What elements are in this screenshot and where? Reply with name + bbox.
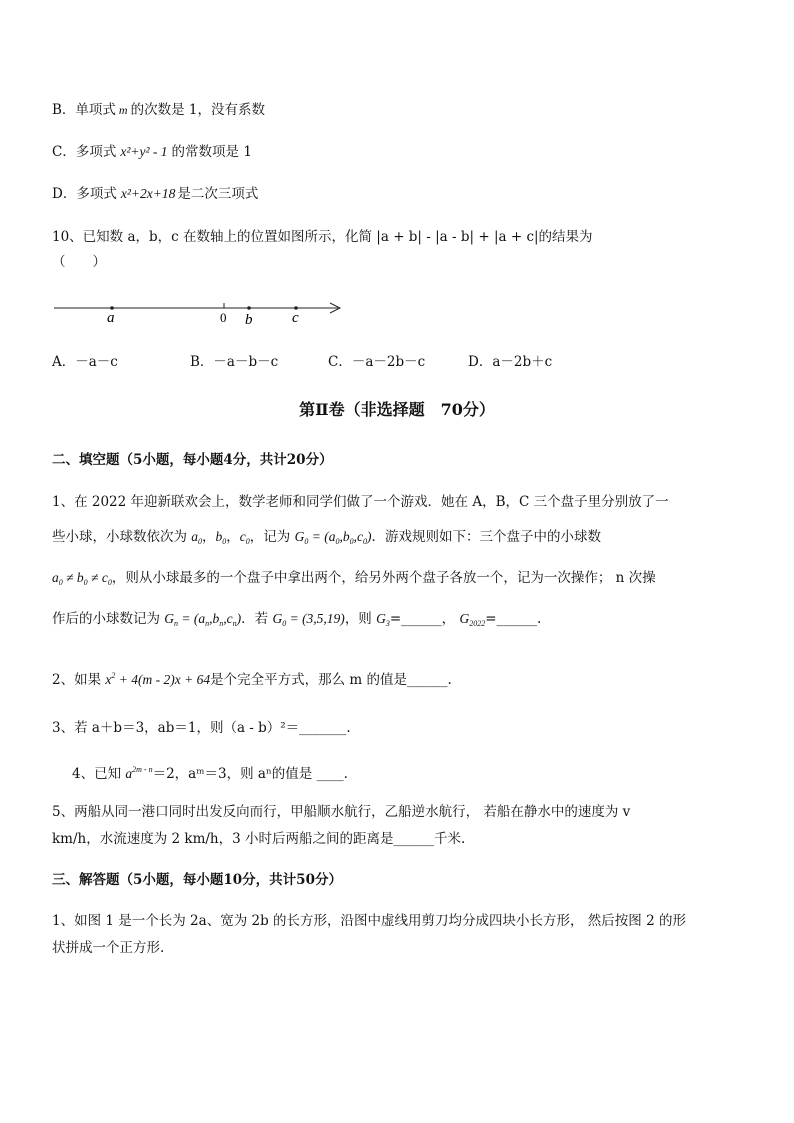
formula-inequality: $a_0 \ne b_0 \ne c_0$ — [52, 570, 112, 587]
formula-power: $a^{2m - n}$ — [125, 765, 153, 781]
label-zero: 0 — [220, 310, 227, 325]
number-line-figure — [50, 296, 350, 332]
part2-title: 第Ⅱ卷（非选择题 70分） — [299, 400, 495, 419]
fill-q1-text-b: ，记为 — [249, 529, 291, 545]
fill-q4-text-a: 4、已知 — [72, 766, 122, 782]
solve-q1-line2: 状拼成一个正方形. — [52, 940, 165, 956]
q9-option-d-expr: x²+2x+18 — [120, 186, 176, 201]
label-c: c — [292, 310, 299, 326]
q9-option-b-text: 的次数是 1，没有系数 — [130, 102, 265, 118]
formula-b0: $b_0$ — [215, 529, 227, 546]
fill-q1-text-a: 些小球，小球数依次为 — [52, 529, 187, 545]
q10-option-d: D．a－2b＋c — [468, 354, 553, 370]
fill-q1-text-e: n 次操 — [615, 570, 656, 586]
q9-option-b-label: B．单项式 — [52, 102, 116, 118]
fill-q1-line1: 1、在 2022 年迎新联欢会上，数学老师和同学们做了一个游戏．她在 A，B，C 三个盘子里分别放了一 — [52, 494, 669, 510]
fill-q2-text-c: m 的值是______. — [349, 672, 452, 688]
section3-title: 三、解答题（5小题，每小题10分，共计50分） — [52, 872, 342, 888]
solve-q1-line1: 1、如图 1 是一个长为 2a、宽为 2b 的长方形，沿图中虚线用剪刀均分成四块小长方形， 然后按图 2 的形 — [52, 913, 686, 929]
fill-q5-line2: km/h，水流速度为 2 km/h，3 小时后两船之间的距离是______千米. — [52, 831, 466, 847]
q10-option-b: B．－a－b－c — [190, 354, 279, 370]
fill-q5-line1: 5、两船从同一港口同时出发反向而行，甲船顺水航行，乙船逆水航行， 若船在静水中的速度为 v — [52, 804, 631, 820]
fill-q4 — [72, 760, 348, 784]
point-b — [247, 306, 251, 310]
q9-option-d-label: D．多项式 — [52, 186, 117, 202]
q9-option-b-var: m — [118, 103, 128, 117]
fill-q1-line2: 些小球，小球数依次为 $a_0$，$b_0$，$c_0$，记为 $G_0 = (a_0,b_0,c_0)$．游戏规则如下：三个盘子中的小球数 — [52, 529, 601, 546]
fill-q1-text-d: ，则从小球最多的一个盘子中拿出两个，给另外两个盘子各放一个，记为一次操作； — [111, 570, 612, 586]
label-b: b — [245, 312, 253, 328]
formula-g2022: $G_{2022}$ — [459, 611, 486, 628]
section2-title: 二、填空题（5小题，每小题4分，共计20分） — [52, 452, 333, 468]
q9-option-c — [52, 142, 252, 162]
q10-option-a: A．－a－c — [52, 354, 118, 370]
formula-g0-def: $G_0 = (a_0,b_0,c_0)$ — [294, 529, 372, 546]
fill-q1-line3 — [52, 568, 656, 593]
fill-q1-line4 — [52, 609, 541, 634]
q9-option-b — [52, 100, 265, 120]
q10-paren: （ ） — [52, 254, 106, 270]
q10-stem: 10、已知数 a，b，c 在数轴上的位置如图所示，化简 |a + b| - |a - b| + |a + c|的结果为 — [52, 229, 593, 245]
formula-a0: $a_0$ — [191, 529, 203, 546]
fill-q1-blank-2: =______. — [485, 611, 542, 627]
formula-g3: $G_3$ — [376, 611, 390, 628]
q10-option-c: C．－a－2b－c — [328, 354, 426, 370]
fill-q2-text-a: 2、如果 — [52, 672, 102, 688]
formula-c0: $c_0$ — [239, 529, 250, 546]
q9-option-d — [52, 184, 258, 204]
fill-q2 — [52, 666, 452, 690]
formula-square: $x^2 + 4(m - 2)x + 64$ — [105, 671, 211, 687]
fill-q1-text-c: ．游戏规则如下：三个盘子中的小球数 — [371, 529, 601, 545]
q9-option-c-text: 的常数项是 1 — [171, 144, 252, 160]
fill-q1-text-f: 作后的小球数记为 — [52, 611, 160, 627]
fill-q1-text-g: ．若 — [241, 611, 269, 627]
q9-option-c-label: C．多项式 — [52, 144, 117, 160]
fill-q2-text-b: 是个完全平方式，那么 — [210, 672, 346, 688]
fill-q3: 3、若 a＋b＝3，ab＝1，则（a - b）²＝_______. — [52, 720, 351, 736]
q9-option-c-expr: x²+y² - 1 — [120, 144, 168, 159]
fill-q4-text-b: ＝2，aᵐ＝3，则 aⁿ的值是 ____. — [152, 766, 348, 782]
label-a: a — [107, 310, 115, 326]
formula-g0-value: $G_0 = (3,5,19)$ — [272, 611, 345, 628]
q9-option-d-text: 是二次三项式 — [177, 186, 259, 202]
fill-q1-blank-1: =______， — [389, 611, 456, 627]
fill-q1-text-h: ，则 — [344, 611, 372, 627]
formula-gn: $G_n = (a_n,b_n,c_n)$ — [164, 611, 242, 628]
